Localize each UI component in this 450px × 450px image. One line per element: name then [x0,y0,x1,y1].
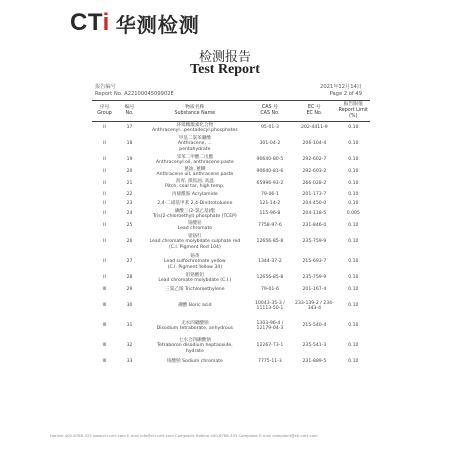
cell-group: II [103,141,106,147]
cell-number: 30 [126,303,133,309]
cell-limit: 0.10 [348,191,359,197]
table-row [92,208,370,220]
substance-name-line: 铬酸钠 Sodium chromate [166,359,223,365]
cell-ec: 292-602-7 [302,157,327,163]
substance-name-line: 硼酸 Boric acid [178,303,212,309]
cell-substance [142,356,248,368]
report-date-page: 2021年12月14日 Page 2 of 49 [320,84,362,97]
cell-number: 28 [126,275,133,281]
cell-cas: 1344-37-2 [258,259,282,265]
cell-ec: 215-693-7 [302,259,327,265]
cell-ec: 204-118-5 [302,211,327,217]
cell-group: III [102,303,107,309]
cell-substance [142,284,248,296]
substance-name-line: 邻苯二甲酸二戊酯 [176,154,214,160]
substance-name-line: 丙烯酰胺 Acrylamide [172,191,218,197]
substance-name-line: Anthracene oil, anthracene paste [156,172,234,177]
table-row [92,356,370,368]
cell-group: II [103,239,106,245]
cell-number: 26 [126,239,133,245]
table-row [92,134,370,154]
cell-ec: 215-540-4 [302,323,327,329]
substance-name-line: 七水合四硼酸钠 [178,337,211,343]
cell-substance [142,296,248,316]
cell-cas: 79-01-6 [260,287,279,293]
substance-name-line: Tetraboron disodium heptaoxide, [157,343,233,349]
cell-number: 32 [126,343,133,349]
cell-cas: 7775-11-3 [258,359,282,365]
cell-cas: 12267-73-1 [256,343,284,349]
substance-name-line: 铬酸铅 [187,220,202,226]
cell-limit: 0.10 [348,181,359,187]
table-row [92,178,370,190]
header-group: 序号 Group [92,101,117,122]
cell-group: II [103,275,106,281]
cell-ec: 292-603-2 [302,169,327,175]
cell-cas: 7758-97-6 [258,223,282,229]
cell-number: 24 [126,211,133,217]
cell-ec: 235-759-9 [302,239,327,245]
cell-cas: 121-14-2 [259,200,281,206]
table-row [92,284,370,296]
table-row [92,296,370,316]
cell-substance [142,122,248,135]
cell-cas: 10043-35-3 / 11113-50-1 [255,300,285,311]
cell-group: II [103,200,106,206]
cell-number: 25 [126,223,133,229]
cell-ec: 201-173-7 [302,191,327,197]
cell-number: 31 [126,323,133,329]
substance-name-line: Anthracenyl oil, anthracene paste [155,160,234,165]
cell-group: II [103,125,106,131]
cell-number: 17 [126,125,133,131]
substance-name-line: 钼铬酸铅 [185,272,205,278]
cell-number: 23 [126,200,133,206]
substance-name-line: Anthracene, ... [177,141,212,147]
substance-table [92,100,370,368]
table-row [92,166,370,178]
table-row [92,154,370,166]
cell-number: 20 [126,169,133,175]
table-row [92,336,370,356]
cell-ec: 202-4411-9 [301,125,328,131]
cell-cas: 95-01-3 [260,125,279,131]
substance-name-line: 甲基二氯苯硼酸 [178,135,211,141]
cell-number: 29 [126,287,133,293]
cell-cas: 90640-80-5 [256,157,284,163]
substance-name-line: pentahydrate [179,146,211,152]
substance-name-line: Lead sulfochromate yellow [164,259,226,265]
cell-cas: 115-96-8 [259,211,281,217]
substance-name-line: Disodium tetraborate, anhydrous [156,326,234,331]
cell-substance [142,252,248,272]
cell-substance [142,190,248,199]
cell-limit: 0.005 [346,211,360,217]
cell-limit: 0.10 [348,125,359,131]
cell-limit: 0.10 [348,223,359,229]
substance-name-line: 三氯乙烯 Trichloroethylene [165,287,225,293]
logo-mark: CTi [70,9,110,36]
cell-substance [142,272,248,284]
substance-name-line: Tris(2-chloroethyl) phosphate (TCEP) [152,214,237,219]
cell-group: II [103,223,106,229]
substance-name-line: Lead chromate [177,226,213,231]
cell-ec: 206-104-4 [302,141,327,147]
cell-number: 22 [126,191,133,197]
cell-substance [142,208,248,220]
substance-name-line: 2,4-二硝基甲苯 2,4-Dinitrotoluene [157,200,233,206]
cell-number: 19 [126,157,133,163]
substance-name-line: 钼铬红 [187,233,202,239]
cell-substance [142,220,248,232]
substance-name-line: 环境雌激素化合物 [176,122,214,128]
cell-limit: 0.10 [348,343,359,349]
cell-cas: 12656-85-8 [256,239,284,245]
substance-name-line: Pitch, coal tar, high temp. [165,184,225,189]
cell-substance [142,134,248,154]
cell-number: 27 [126,259,133,265]
cell-group: II [103,157,106,163]
cell-substance [142,166,248,178]
cell-limit: 0.10 [348,157,359,163]
cell-limit: 0.10 [348,287,359,293]
report-number: 报告编号 Report No. A2210004509902E [95,84,174,97]
cell-limit: 0.10 [348,275,359,281]
header-limit: 报告限值 Report Limit (%) [337,101,370,122]
cell-limit: 0.10 [348,200,359,206]
logo-chinese-name: 华测检测 [115,12,200,37]
table-row [92,220,370,232]
cell-ec: 231-846-0 [302,223,327,229]
cell-ec: 233-139-2 / 234-343-4 [295,300,334,311]
cell-group: III [102,323,107,329]
cell-limit: 0.10 [348,169,359,175]
cell-ec: 266-028-2 [302,181,327,187]
cell-group: II [103,181,106,187]
cell-substance [142,232,248,252]
header-cas: CAS 号 CAS No. [248,101,292,122]
cell-limit: 0.10 [348,239,359,245]
page-footer: Hotline 400-6788-333 www.cti-cert.com E-mail info@cti-cert.com Complaint Hotline 400-6788-333 Complaint E-mail complaint@cti-cert.com [50,433,318,438]
substance-name-line: 沥青, 煤焦油, 高温 [175,178,214,184]
cell-ec: 235-541-3 [302,343,327,349]
cell-group: III [102,359,107,365]
cell-limit: 0.10 [348,141,359,147]
header-no: 编号 No. [117,101,142,122]
cell-substance [142,154,248,166]
cell-substance [142,199,248,208]
substance-name-line: 磷酸三(2-氯乙基)酯 [174,208,216,214]
substance-name-line: Lead chromate molybdate (C.I.) [158,278,232,283]
table-row [92,316,370,336]
report-title-cn: 检测报告 [198,50,251,65]
cell-cas: 301-04-2 [259,141,281,147]
table-row [92,122,370,135]
table-row [92,199,370,208]
table-header-row [92,101,370,122]
cell-group: II [103,211,106,217]
cell-group: II [103,259,106,265]
header-substance: 物质名称 Substance Name [142,101,248,122]
substance-name-line: Anthracenyl...pentadecyl phosphates [151,128,238,133]
cell-number: 18 [126,141,133,147]
table-row [92,252,370,272]
table-row [92,190,370,199]
cell-number: 21 [126,181,133,187]
cell-group: II [103,191,106,197]
cell-cas: 12656-85-8 [256,275,284,281]
cell-group: III [102,343,107,349]
cell-cas: 65996-93-2 [256,181,284,187]
cell-cas: 90640-81-6 [256,169,284,175]
cell-number: 33 [126,359,133,365]
company-logo [70,10,200,36]
cell-group: III [102,287,107,293]
cell-cas: 79-06-1 [260,191,279,197]
cell-ec: 235-759-9 [302,275,327,281]
cell-ec: 201-167-4 [302,287,327,293]
cell-ec: 204-450-0 [302,200,327,206]
cell-limit: 0.10 [348,359,359,365]
substance-name-line: hydrate [185,348,204,354]
cell-limit: 0.10 [348,259,359,265]
report-title-en: Test Report [190,62,260,77]
substance-name-line: (C.I. Pigment Yellow 34) [167,264,222,270]
header-ec: EC 号 EC No. [292,101,336,122]
substance-name-line: 蒽油, 蒽糊 [184,166,206,172]
cell-limit: 0.10 [348,323,359,329]
cell-ec: 231-889-5 [302,359,327,365]
substance-name-line: 铬黄 [190,253,200,259]
cell-substance [142,316,248,336]
cell-cas: 1303-96-4 / 12179-04-3 [256,320,284,331]
substance-name-line: 无水四硼酸钠 [181,320,209,326]
cell-substance [142,336,248,356]
substance-name-line: (C.I. Pigment Red 104) [168,244,221,250]
table-row [92,232,370,252]
cell-limit: 0.10 [348,303,359,309]
cell-substance [142,178,248,190]
substance-name-line: Lead chromate molybdate sulphate red [149,239,241,245]
cell-group: II [103,169,106,175]
table-row [92,272,370,284]
